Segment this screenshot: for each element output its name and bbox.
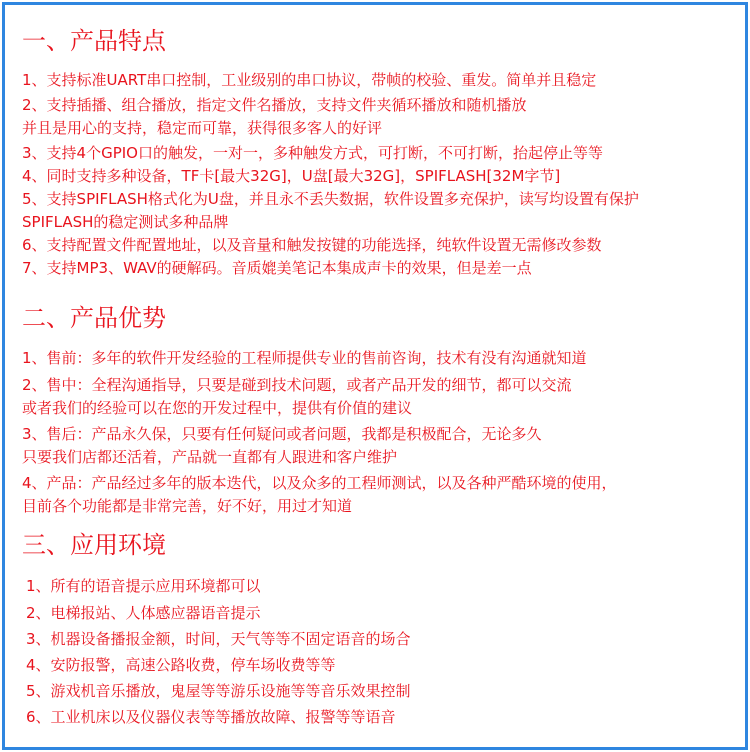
section-3-title: 三、应用环境 [22, 531, 166, 559]
section-1-line-3: 并且是用心的支持，稳定而可靠，获得很多客人的好评 [22, 119, 383, 137]
section-3-line-3: 3、机器设备播报金额，时间，天气等等不固定语音的场合 [26, 630, 411, 648]
section-1-line-7: SPIFLASH的稳定测试多种品牌 [22, 213, 229, 231]
section-2-line-7: 目前各个功能都是非常完善，好不好，用过才知道 [22, 497, 353, 515]
section-1-title: 一、产品特点 [22, 27, 166, 55]
section-1-line-6: 5、支持SPIFLASH格式化为U盘，并且永不丢失数据，软件设置多充保护，读写均设置有保护 [22, 190, 639, 208]
section-1-line-5: 4、同时支持多种设备，TF卡[最大32G]，U盘[最大32G]，SPIFLASH[32M字节] [22, 167, 561, 185]
section-1-line-2: 2、支持插播、组合播放，指定文件名播放，支持文件夹循环播放和随机播放 [22, 96, 527, 114]
section-1-line-8: 6、支持配置文件配置地址，以及音量和触发按键的功能选择，纯软件设置无需修改参数 [22, 236, 602, 254]
section-1-line-9: 7、支持MP3、WAV的硬解码。音质媲美笔记本集成声卡的效果，但是差一点 [22, 259, 532, 277]
section-1-line-4: 3、支持4个GPIO口的触发，一对一，多种触发方式，可打断，不可打断，抬起停止等等 [22, 144, 603, 162]
section-1-line-1: 1、支持标准UART串口控制，工业级别的串口协议，带帧的校验、重发。简单并且稳定 [22, 71, 597, 89]
section-2-line-1: 1、售前：多年的软件开发经验的工程师提供专业的售前咨询，技术有没有沟通就知道 [22, 349, 587, 367]
section-2-line-2: 2、售中：全程沟通指导，只要是碰到技术问题，或者产品开发的细节，都可以交流 [22, 376, 572, 394]
section-3-line-4: 4、安防报警，高速公路收费，停车场收费等等 [26, 656, 336, 674]
section-2-line-4: 3、售后：产品永久保，只要有任何疑问或者问题，我都是积极配合，无论多久 [22, 425, 542, 443]
section-2-line-6: 4、产品：产品经过多年的版本迭代，以及众多的工程师测试，以及各种严酷环境的使用， [22, 474, 617, 492]
section-3-line-5: 5、游戏机音乐播放，鬼屋等等游乐设施等等音乐效果控制 [26, 682, 411, 700]
section-3-line-2: 2、电梯报站、人体感应器语音提示 [26, 604, 261, 622]
section-2-line-5: 只要我们店都还活着，产品就一直都有人跟进和客户维护 [22, 448, 398, 466]
section-2-title: 二、产品优势 [22, 304, 166, 332]
section-3-line-1: 1、所有的语音提示应用环境都可以 [26, 577, 261, 595]
section-2-line-3: 或者我们的经验可以在您的开发过程中，提供有价值的建议 [22, 399, 413, 417]
section-3-line-6: 6、工业机床以及仪器仪表等等播放故障、报警等等语音 [26, 708, 396, 726]
